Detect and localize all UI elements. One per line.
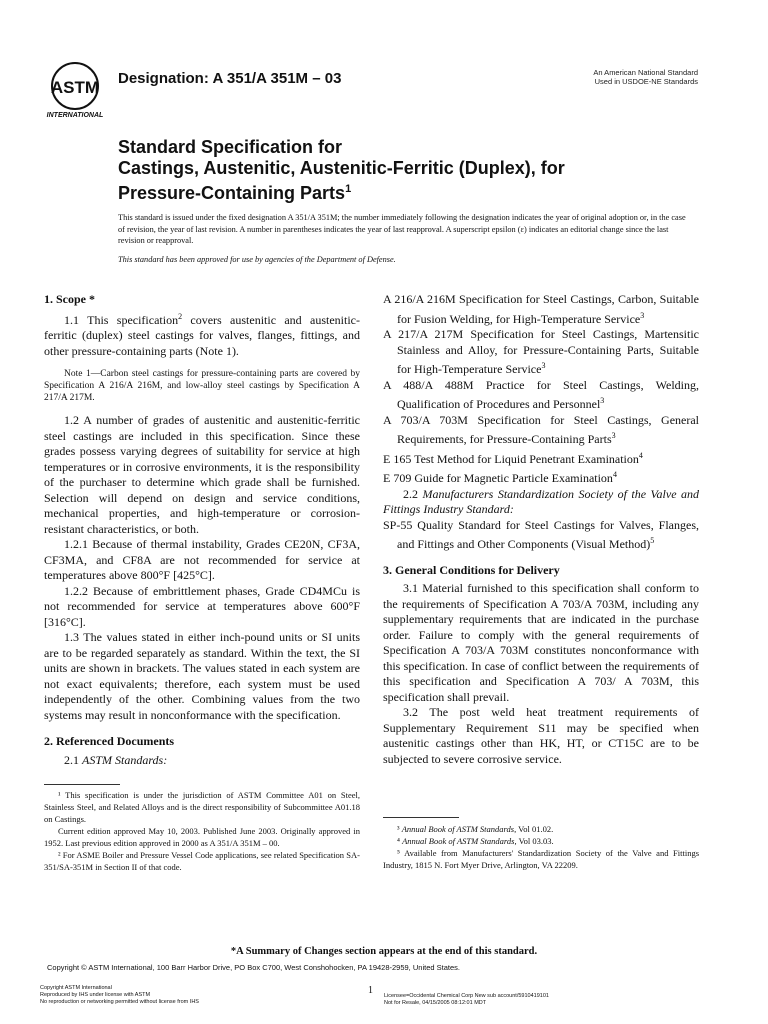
ref-a216-mark: 3	[640, 310, 645, 320]
license-left-1: Copyright ASTM International	[40, 985, 112, 991]
ref-e709-mark: 4	[612, 470, 617, 479]
footnote-divider-right	[383, 817, 459, 818]
p2-2-text: Manufacturers Standardization Society of the Valve and Fittings Industry Standard:	[383, 486, 699, 516]
ans-line-1: An American National Standard	[593, 68, 698, 77]
logo-text: ASTM	[50, 78, 100, 97]
ref-a217	[383, 327, 699, 378]
fn3-mark: ³	[397, 824, 402, 834]
ref-a703-text: A 703/A 703M Specification for Steel Castings, General Requirements, for Pressure-Containing Parts	[383, 412, 699, 446]
license-left-2: Reproduced by IHS under license with ASTM	[40, 992, 151, 998]
paragraph-2-2	[383, 487, 699, 518]
ref-e165-text: E 165 Test Method for Liquid Penetrant Examination	[383, 451, 639, 466]
fn3-vol: , Vol 01.02.	[514, 824, 554, 834]
footnote-3	[383, 823, 699, 835]
page-number: 1	[368, 985, 373, 996]
ref-a703	[383, 413, 699, 448]
page-title	[118, 137, 678, 204]
ref-sp55-mark: 5	[650, 536, 655, 545]
footnote-1: ¹ This specification is under the jurisdiction of ASTM Committee A01 on Steel, Stainless Steel, and Related Alloys and is the direct responsibility of Subcommittee A01.18 on Castings.	[44, 790, 360, 824]
title-footnote-mark: 1	[345, 183, 352, 195]
designation: Designation: A 351/A 351M – 03	[118, 70, 342, 87]
ref-a488-mark: 3	[600, 396, 605, 405]
ref-a217-text: A 217/A 217M Specification for Steel Castings, Martensitic Stainless and Alloy, for Pressure-Containing Parts, Suitable for High-Temperature Service	[383, 327, 699, 376]
ref-sp55	[383, 518, 699, 553]
ref-e165	[383, 448, 699, 468]
ans-line-2: Used in USDOE-NE Standards	[594, 77, 698, 86]
fn4-mark: ⁴	[397, 836, 403, 846]
footnote-1-edition: Current edition approved May 10, 2003. Published June 2003. Originally approved in 1952. Last previous edition approved in 2000 as A 351/A 351M – 00.	[44, 826, 360, 848]
scope-heading: 1. Scope *	[44, 292, 95, 306]
paragraph-1-1	[44, 309, 360, 360]
note-1: Note 1—Carbon steel castings for pressure-containing parts are covered by Specification A 216/A 216M, and low-alloy steel castings by Specification A 217/A 217M.	[44, 369, 360, 403]
license-left-3: No reproduction or networking permitted without license from IHS	[40, 999, 199, 1005]
left-footnotes	[44, 789, 360, 873]
p2-1-number: 2.1	[64, 752, 82, 767]
p1-1-footnote-mark: 2	[178, 311, 183, 321]
license-left	[40, 985, 199, 1006]
referenced-documents-heading: 2. Referenced Documents	[44, 734, 175, 748]
ref-sp55-text: SP-55 Quality Standard for Steel Castings for Valves, Flanges, and Fittings and Other Components (Visual Method)	[383, 517, 699, 551]
fn4-vol: , Vol 03.03.	[514, 836, 554, 846]
p1-1-text-b: covers austenitic and austenitic-ferritic (duplex) steel castings for valves, flanges, fittings, and other pressure-containing parts (Note 1).	[44, 312, 360, 358]
ref-a216	[383, 292, 699, 327]
paragraph-2-1	[44, 753, 360, 769]
paragraph-1-3: 1.3 The values stated in either inch-pound units or SI units are to be regarded separately as standard. Within the text, the SI units are shown in brackets. The values stated in each system are not exact equivalents; therefore, each system must be used independently of the other. Combining values from the two systems may result in nonconformance with the specification.	[44, 630, 360, 722]
paragraph-1-2-1: 1.2.1 Because of thermal instability, Grades CE20N, CF3A, CF3MA, and CF8A are not recommended for service at temperatures above 800°F [425°C].	[44, 537, 360, 582]
issuance-notice: This standard is issued under the fixed designation A 351/A 351M; the number immediately following the designation indicates the year of original adoption or, in the case of revision, the year of last revision. A number in parentheses indicates the year of last reapproval. A superscript epsilon (ε) indicates an editorial change since the last revision or reapproval.	[118, 213, 686, 245]
ref-e709	[383, 467, 699, 487]
paragraph-1-2-2: 1.2.2 Because of embrittlement phases, Grade CD4MCu is not recommended for service at temperatures above 600°F [316°C].	[44, 583, 360, 629]
paragraph-1-2: 1.2 A number of grades of austenitic and austenitic-ferritic steel castings are included in this specification. Since these grades possess varying degrees of suitability for service at high temperatures or in corrosive environments, it is the responsibility of the purchaser to determine which grade shall be furnished. Selection will depend on design and service conditions, mechanical properties, and high-temperature or corrosion-resistant characteristics, or both.	[44, 413, 360, 536]
title-line-2: Castings, Austenitic, Austenitic-Ferritic (Duplex), for	[118, 158, 565, 178]
p1-1-text-a: 1.1 This specification	[64, 312, 179, 327]
title-line-3-text: Pressure-Containing Parts	[118, 183, 346, 203]
ref-a217-mark: 3	[541, 361, 546, 370]
paragraph-3-2: 3.2 The post weld heat treatment requirements of Supplementary Requirement S11 may be specified when austenitic castings other than HK, HT, or CT15C are to be subjected to severe corrosive service.	[383, 705, 699, 766]
footnote-2: ² For ASME Boiler and Pressure Vessel Code applications, see related Specification SA-351/SA-351M in Section II of that code.	[44, 850, 360, 872]
left-column	[44, 292, 360, 768]
right-footnotes	[383, 823, 699, 871]
title-line-3	[118, 179, 678, 204]
ref-e165-mark: 4	[638, 450, 643, 460]
summary-of-changes-note: *A Summary of Changes section appears at the end of this standard.	[230, 946, 538, 957]
ref-a703-mark: 3	[611, 431, 616, 440]
footnote-divider-left	[44, 784, 120, 785]
dod-approval-note: This standard has been approved for use by agencies of the Department of Defense.	[118, 255, 396, 264]
ref-a488	[383, 378, 699, 413]
paragraph-3-1: 3.1 Material furnished to this specification shall conform to the requirements of Specification A 703/A 703M, including any supplementary requirements that are indicated in the purchase order. Failure to comply with the general requirements of Specification A 703/A 703M constitutes nonconformance with this specification. In case of conflict between the requirements of this specification and Specification A 703/ A 703M, this specification shall prevail.	[383, 581, 699, 704]
general-conditions-heading: 3. General Conditions for Delivery	[383, 562, 560, 577]
footnote-4	[383, 835, 699, 847]
fn3-book: Annual Book of ASTM Standards	[401, 824, 515, 834]
p2-1-text: ASTM Standards:	[82, 752, 168, 767]
copyright-line: Copyright © ASTM International, 100 Barr Harbor Drive, PO Box C700, West Conshohocken, PA 19428-2959, United States.	[47, 963, 460, 972]
ref-a488-text: A 488/A 488M Practice for Steel Castings, Welding, Qualification of Procedures and Personnel	[383, 377, 699, 411]
license-right-2: Not for Resale, 04/15/2005 08:12:01 MDT	[384, 1000, 487, 1006]
p2-2-number: 2.2	[403, 486, 423, 501]
fn4-book: Annual Book of ASTM Standards	[402, 836, 515, 846]
logo-subtext: INTERNATIONAL	[46, 112, 104, 119]
title-line-1: Standard Specification for	[118, 137, 343, 157]
license-right-1: Licensee=Occidental Chemical Corp New sub account/5910419101	[384, 993, 549, 999]
right-column	[383, 292, 699, 767]
license-right	[384, 993, 549, 1007]
ref-e709-text: E 709 Guide for Magnetic Particle Examination	[383, 471, 613, 485]
national-standard-note	[593, 68, 698, 86]
ref-a216-text: A 216/A 216M Specification for Steel Castings, Carbon, Suitable for Fusion Welding, for High-Temperature Service	[383, 292, 699, 326]
astm-logo	[38, 60, 112, 120]
astm-logo-icon	[38, 60, 112, 120]
footnote-5: ⁵ Available from Manufacturers' Standardization Society of the Valve and Fittings Industry, 1815 N. Fort Myer Drive, Arlington, VA 22209.	[383, 848, 699, 870]
